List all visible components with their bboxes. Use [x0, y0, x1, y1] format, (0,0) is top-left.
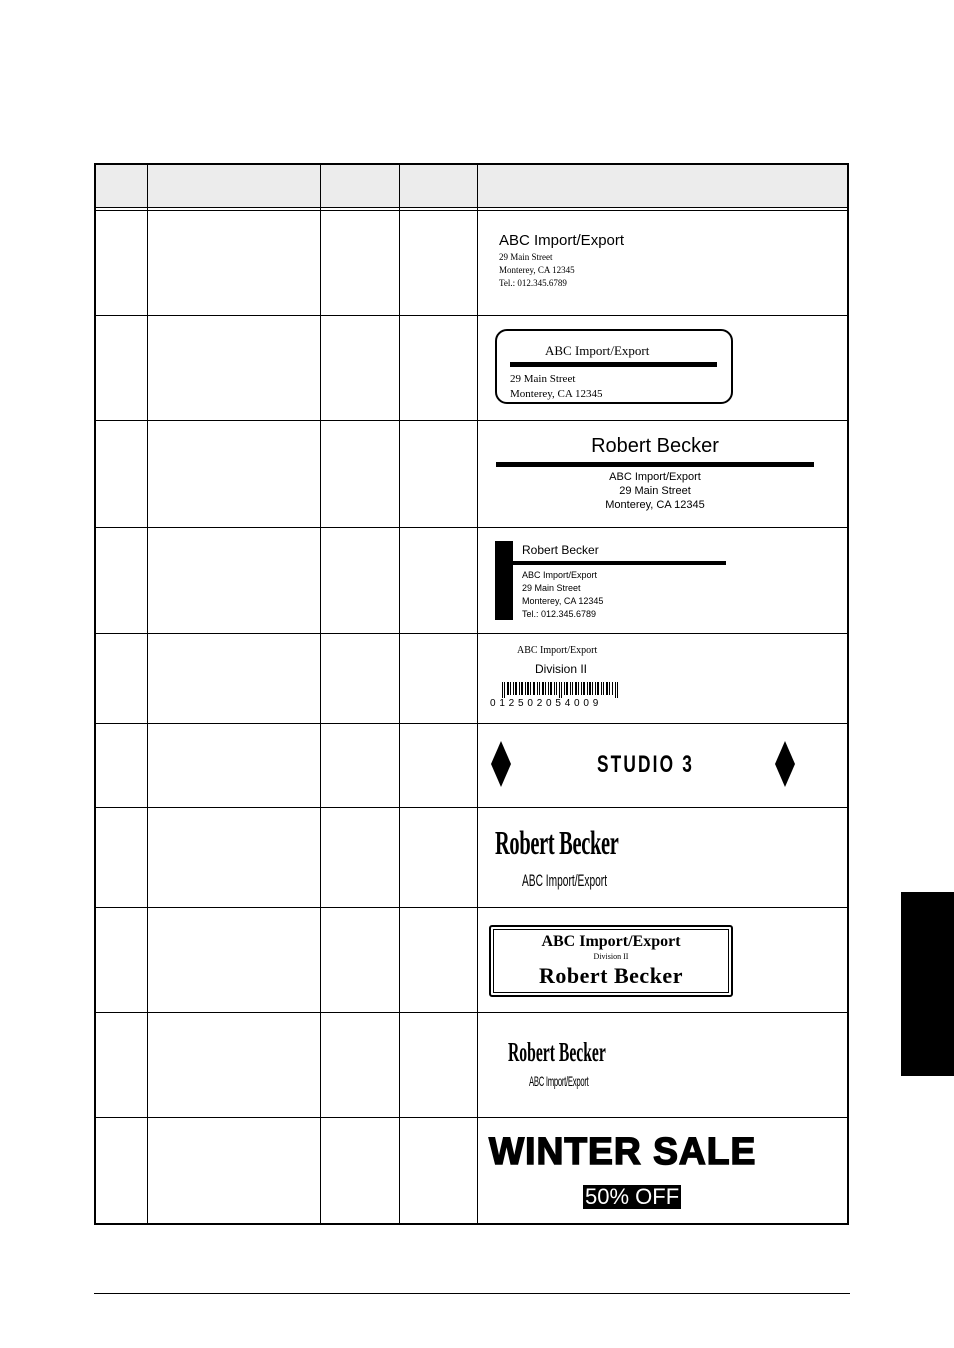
city-address: Monterey, CA 12345	[522, 596, 604, 606]
row-divider	[96, 907, 847, 908]
row-divider	[96, 1117, 847, 1118]
company-name: ABC Import/Export	[522, 871, 608, 890]
row-divider	[96, 723, 847, 724]
label-sample-5	[490, 645, 650, 715]
company-name: ABC Import/Export	[609, 471, 701, 483]
person-name: Robert Becker	[495, 825, 619, 862]
sale-headline: WINTER SALE	[489, 1131, 757, 1173]
city-address: Monterey, CA 12345	[605, 499, 705, 511]
division-name: Division II	[535, 662, 588, 676]
row-divider	[96, 420, 847, 421]
street-address: 29 Main Street	[619, 485, 691, 497]
company-name: ABC Import/Export	[529, 1073, 589, 1089]
company-name: ABC Import/Export	[499, 232, 625, 249]
company-name: ABC Import/Export	[545, 343, 650, 358]
discount-offer: 50% OFF	[585, 1184, 680, 1209]
section-tab	[901, 892, 954, 1076]
person-name: Robert Becker	[539, 963, 683, 988]
row-divider	[96, 807, 847, 808]
telephone: Tel.: 012.345.6789	[499, 278, 567, 288]
telephone: Tel.: 012.345.6789	[522, 609, 597, 619]
label-samples-table	[94, 163, 849, 1225]
side-bar	[495, 541, 513, 620]
studio-title: STUDIO 3	[597, 751, 694, 778]
label-sample-4	[495, 541, 727, 621]
heavy-rule	[496, 462, 814, 467]
column-divider	[147, 165, 148, 1223]
label-sample-9	[508, 1037, 668, 1097]
street-address: 29 Main Street	[499, 252, 553, 262]
barcode-icon	[502, 682, 628, 698]
label-sample-10	[489, 1131, 799, 1211]
row-divider	[96, 315, 847, 316]
person-name: Robert Becker	[591, 435, 719, 457]
diamond-icon	[491, 741, 511, 787]
diamond-icon	[775, 741, 795, 787]
label-sample-1	[499, 231, 624, 290]
barcode-digits: 0 1 2 5 0 2 0 5 4 0 0 9	[490, 698, 599, 709]
street-address: 29 Main Street	[522, 583, 581, 593]
heavy-rule	[513, 561, 726, 565]
table-header	[96, 165, 847, 208]
company-name: ABC Import/Export	[517, 645, 598, 656]
label-sample-7	[495, 825, 695, 895]
row-divider	[96, 527, 847, 528]
column-divider	[320, 165, 321, 1223]
footer-rule	[94, 1293, 850, 1294]
city-address: Monterey, CA 12345	[499, 265, 575, 275]
city-address: Monterey, CA 12345	[510, 388, 603, 400]
label-sample-6	[491, 741, 803, 789]
label-sample-8	[489, 925, 733, 997]
label-sample-2	[495, 329, 733, 404]
row-divider	[96, 1012, 847, 1013]
label-sample-3	[496, 435, 814, 515]
column-divider	[477, 165, 478, 1223]
heavy-rule	[510, 362, 717, 367]
header-divider	[96, 210, 847, 211]
person-name: Robert Becker	[522, 543, 599, 557]
street-address: 29 Main Street	[510, 373, 576, 385]
row-divider	[96, 633, 847, 634]
division-name: Division II	[593, 952, 629, 961]
person-name: Robert Becker	[508, 1037, 606, 1067]
company-name: ABC Import/Export	[541, 933, 681, 950]
column-divider	[399, 165, 400, 1223]
company-name: ABC Import/Export	[522, 570, 598, 580]
